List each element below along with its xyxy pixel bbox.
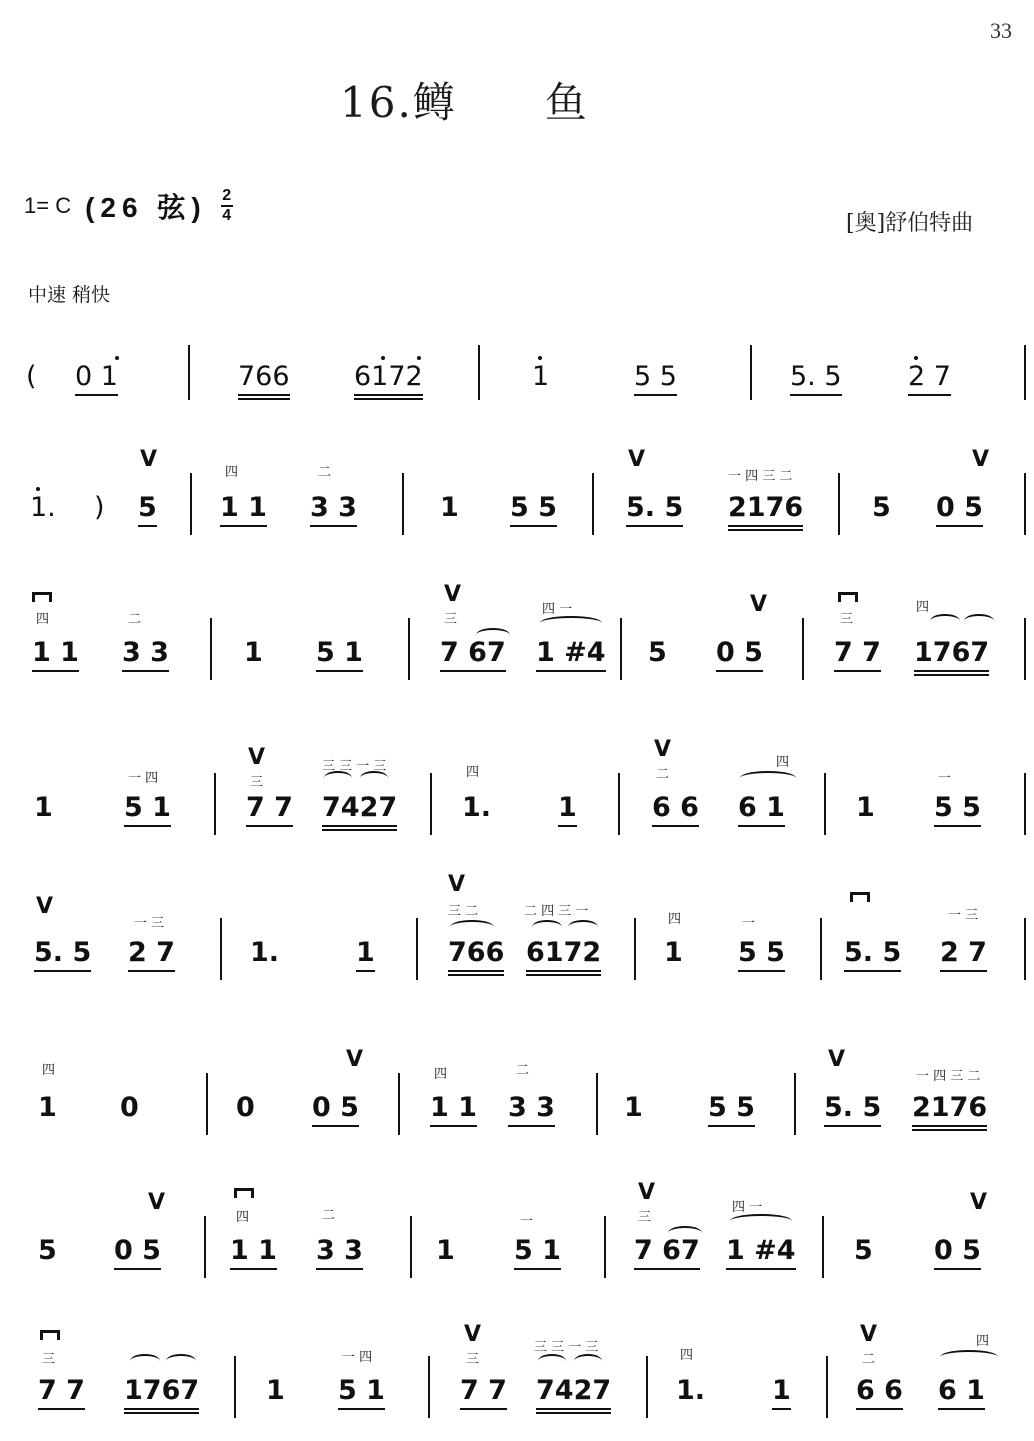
slur (130, 1354, 160, 1368)
barline (188, 345, 190, 400)
note-token: 0 (236, 1092, 255, 1123)
finger-one: 一 (742, 916, 756, 931)
note-token: 0 5 (936, 493, 983, 527)
note-token: 5 (38, 1235, 57, 1266)
barline (398, 1073, 400, 1135)
note-token: 2176 (912, 1093, 987, 1131)
finger-group: 三 三 一 三 (322, 759, 387, 774)
finger-three: 三 (444, 612, 458, 627)
barline (206, 1073, 208, 1135)
finger-four: 四 (42, 1063, 56, 1078)
slur (324, 771, 352, 785)
note-token: 766 (238, 362, 290, 400)
note-token: 5 5 (510, 493, 557, 527)
finger-group: 一 四 (128, 771, 159, 786)
slur (532, 920, 562, 934)
up-bow-mark: V (448, 872, 466, 897)
slur (360, 771, 388, 785)
barline (416, 918, 418, 980)
finger-four: 四 (236, 1210, 250, 1225)
finger-four: 四 (680, 1348, 694, 1363)
time-signature (221, 188, 233, 224)
octave-dot (115, 356, 119, 360)
up-bow-mark: V (248, 745, 266, 770)
barline (430, 773, 432, 835)
finger-four: 四 (776, 755, 790, 770)
string-tuning: (26 弦) (85, 192, 207, 223)
up-bow-mark: V (638, 1180, 656, 1205)
up-bow-mark: V (654, 737, 672, 762)
up-bow-mark: V (970, 1190, 988, 1215)
note-token: ) (94, 492, 105, 523)
note-token: 7 7 (246, 793, 293, 827)
key-signature (24, 186, 233, 226)
tempo-marking: 中速 稍快 (28, 284, 111, 306)
finger-four: 四 (225, 465, 239, 480)
finger-four: 四 (916, 600, 930, 615)
barline (794, 1073, 796, 1135)
finger-two: 二 (322, 1208, 336, 1223)
barline (214, 773, 216, 835)
piece-title (340, 70, 589, 130)
down-bow-mark (838, 592, 858, 602)
note-token: 1 #4 (536, 638, 606, 672)
note-token: 7 67 (634, 1236, 700, 1270)
finger-three: 三 (42, 1352, 56, 1367)
note-token: 7427 (322, 793, 397, 831)
down-bow-mark (40, 1330, 60, 1340)
time-sig-top: 2 (222, 187, 232, 204)
note-token: 5 (872, 492, 891, 523)
note-token: 2 7 (940, 938, 987, 972)
note-token: 5 5 (634, 362, 677, 396)
note-token: 2 7 (908, 362, 951, 396)
note-token: 2 7 (128, 938, 175, 972)
finger-group: 二 四 三 一 (524, 904, 589, 919)
piece-number: 16. (340, 78, 413, 127)
octave-dot (36, 487, 40, 491)
note-token: 5 5 (708, 1093, 755, 1127)
note-token: 3 3 (122, 638, 169, 672)
barline (620, 618, 622, 680)
barline (428, 1356, 430, 1418)
note-token: 1 (664, 937, 683, 968)
up-bow-mark: V (750, 592, 768, 617)
finger-two: 二 (318, 465, 332, 480)
note-token: 1767 (914, 638, 989, 676)
note-token: 0 5 (716, 638, 763, 672)
slur (166, 1354, 196, 1368)
note-token: 6 1 (938, 1376, 985, 1410)
finger-four: 四 (36, 612, 50, 627)
barline (802, 618, 804, 680)
note-token: 1 (266, 1375, 285, 1406)
note-token: 1 (436, 1235, 455, 1266)
note-token: 6172 (354, 362, 423, 400)
note-token: 1. (462, 792, 492, 823)
down-bow-mark (234, 1188, 254, 1198)
barline (410, 1216, 412, 1278)
barline (824, 773, 826, 835)
barline (402, 473, 404, 535)
finger-two: 二 (516, 1063, 530, 1078)
barline (826, 1356, 828, 1418)
finger-group: 三 三 一 三 (534, 1340, 599, 1355)
note-token: 6172 (526, 938, 601, 976)
barline (1024, 918, 1026, 980)
note-token: 3 3 (316, 1236, 363, 1270)
barline (478, 345, 480, 400)
note-token: 1 #4 (726, 1236, 796, 1270)
note-token: 1 (244, 637, 263, 668)
finger-one: 一 (520, 1214, 534, 1229)
down-bow-mark (850, 892, 870, 902)
finger-group: 一 三 (134, 916, 165, 931)
slur (538, 1354, 566, 1368)
note-token: 5 (854, 1235, 873, 1266)
note-token: 1. (250, 937, 280, 968)
note-token: 2176 (728, 493, 803, 531)
piece-name: 鳟 鱼 (412, 78, 589, 127)
octave-dot (381, 356, 385, 360)
barline (220, 918, 222, 980)
note-token: 7 67 (440, 638, 506, 672)
barline (592, 473, 594, 535)
up-bow-mark: V (140, 447, 158, 472)
barline (190, 473, 192, 535)
key-label: 1= C (24, 193, 72, 218)
note-token: 5 5 (934, 793, 981, 827)
barline (234, 1356, 236, 1418)
up-bow-mark: V (464, 1322, 482, 1347)
note-token: 5 (648, 637, 667, 668)
note-token: 1. (30, 492, 56, 523)
octave-dot (538, 356, 542, 360)
up-bow-mark: V (972, 447, 990, 472)
slur (940, 1350, 998, 1364)
page-number: 33 (990, 18, 1012, 43)
note-token: 1 (558, 793, 577, 827)
note-token: 3 3 (508, 1093, 555, 1127)
finger-group: 一 四 三 二 (728, 469, 793, 484)
note-token: 5. 5 (626, 493, 683, 527)
note-token: 0 5 (114, 1236, 161, 1270)
note-token: 5. 5 (824, 1093, 881, 1127)
finger-four: 四 (466, 765, 480, 780)
barline (838, 473, 840, 535)
note-token: 1 (34, 792, 53, 823)
slur (574, 1354, 602, 1368)
slur (540, 616, 602, 630)
note-token: 3 3 (310, 493, 357, 527)
note-token: 5. 5 (844, 938, 901, 972)
note-token: 6 6 (652, 793, 699, 827)
note-token: 5 (138, 493, 157, 527)
slur (568, 920, 598, 934)
finger-group: 一 四 (342, 1350, 373, 1365)
barline (210, 618, 212, 680)
note-token: 0 1 (75, 362, 118, 396)
finger-two: 二 (128, 612, 142, 627)
note-token: 5. 5 (790, 362, 842, 396)
barline (604, 1216, 606, 1278)
slur (730, 1214, 792, 1228)
note-token: 766 (448, 938, 504, 976)
barline (408, 618, 410, 680)
finger-group: 四 一 (542, 602, 573, 617)
finger-three: 三 (840, 612, 854, 627)
up-bow-mark: V (346, 1047, 364, 1072)
note-token: 5. 5 (34, 938, 91, 972)
barline (1024, 773, 1026, 835)
barline (618, 773, 620, 835)
barline (646, 1356, 648, 1418)
note-token: 1 (440, 492, 459, 523)
barline (750, 345, 752, 400)
note-token: 5 5 (738, 938, 785, 972)
finger-group: 一 四 三 二 (916, 1069, 981, 1084)
note-token: 5 1 (338, 1376, 385, 1410)
octave-dot (417, 356, 421, 360)
note-token: 1 (624, 1092, 643, 1123)
note-token: 1 1 (430, 1093, 477, 1127)
note-token: 0 (120, 1092, 139, 1123)
note-token: 7 7 (460, 1376, 507, 1410)
note-token: 1 (38, 1092, 57, 1123)
up-bow-mark: V (444, 582, 462, 607)
finger-three: 三 (638, 1210, 652, 1225)
finger-four: 四 (668, 912, 682, 927)
octave-dot (914, 356, 918, 360)
up-bow-mark: V (828, 1047, 846, 1072)
barline (822, 1216, 824, 1278)
note-token: 1 (772, 1376, 791, 1410)
barline (596, 1073, 598, 1135)
note-token: 7 7 (834, 638, 881, 672)
note-token: 5 1 (316, 638, 363, 672)
note-token: 6 1 (738, 793, 785, 827)
finger-group: 一 三 (948, 908, 979, 923)
finger-one: 一 (938, 771, 952, 786)
down-bow-mark (32, 592, 52, 602)
note-token: 5 1 (514, 1236, 561, 1270)
note-token: 1 (356, 938, 375, 972)
note-token: 1 1 (220, 493, 267, 527)
barline (1024, 618, 1026, 680)
barline (820, 918, 822, 980)
finger-two: 二 (656, 767, 670, 782)
up-bow-mark: V (860, 1322, 878, 1347)
note-token: 1767 (124, 1376, 199, 1414)
barline (204, 1216, 206, 1278)
slur (740, 771, 796, 785)
composer: [奥]舒伯特曲 (846, 211, 974, 236)
note-token: 5 1 (124, 793, 171, 827)
time-sig-bottom: 4 (222, 207, 232, 224)
finger-four: 四 (434, 1067, 448, 1082)
note-token: 1. (676, 1375, 706, 1406)
barline (1024, 345, 1026, 400)
note-token: 0 5 (934, 1236, 981, 1270)
note-token: 1 (532, 361, 550, 392)
up-bow-mark: V (36, 894, 54, 919)
finger-group: 三 二 (448, 904, 479, 919)
slur (450, 920, 494, 934)
note-token: 0 5 (312, 1093, 359, 1127)
note-token: 6 6 (856, 1376, 903, 1410)
note-token: 1 (856, 792, 875, 823)
finger-four: 四 (976, 1334, 990, 1349)
finger-three: 三 (466, 1352, 480, 1367)
note-token: ( (26, 361, 37, 392)
slur (930, 614, 960, 628)
note-token: 7 7 (38, 1376, 85, 1410)
finger-group: 四 一 (732, 1200, 763, 1215)
note-token: 7427 (536, 1376, 611, 1414)
up-bow-mark: V (628, 447, 646, 472)
finger-two: 二 (862, 1352, 876, 1367)
barline (1024, 473, 1026, 535)
slur (964, 614, 994, 628)
up-bow-mark: V (148, 1190, 166, 1215)
finger-three: 三 (250, 775, 264, 790)
barline (634, 918, 636, 980)
note-token: 1 1 (32, 638, 79, 672)
note-token: 1 1 (230, 1236, 277, 1270)
